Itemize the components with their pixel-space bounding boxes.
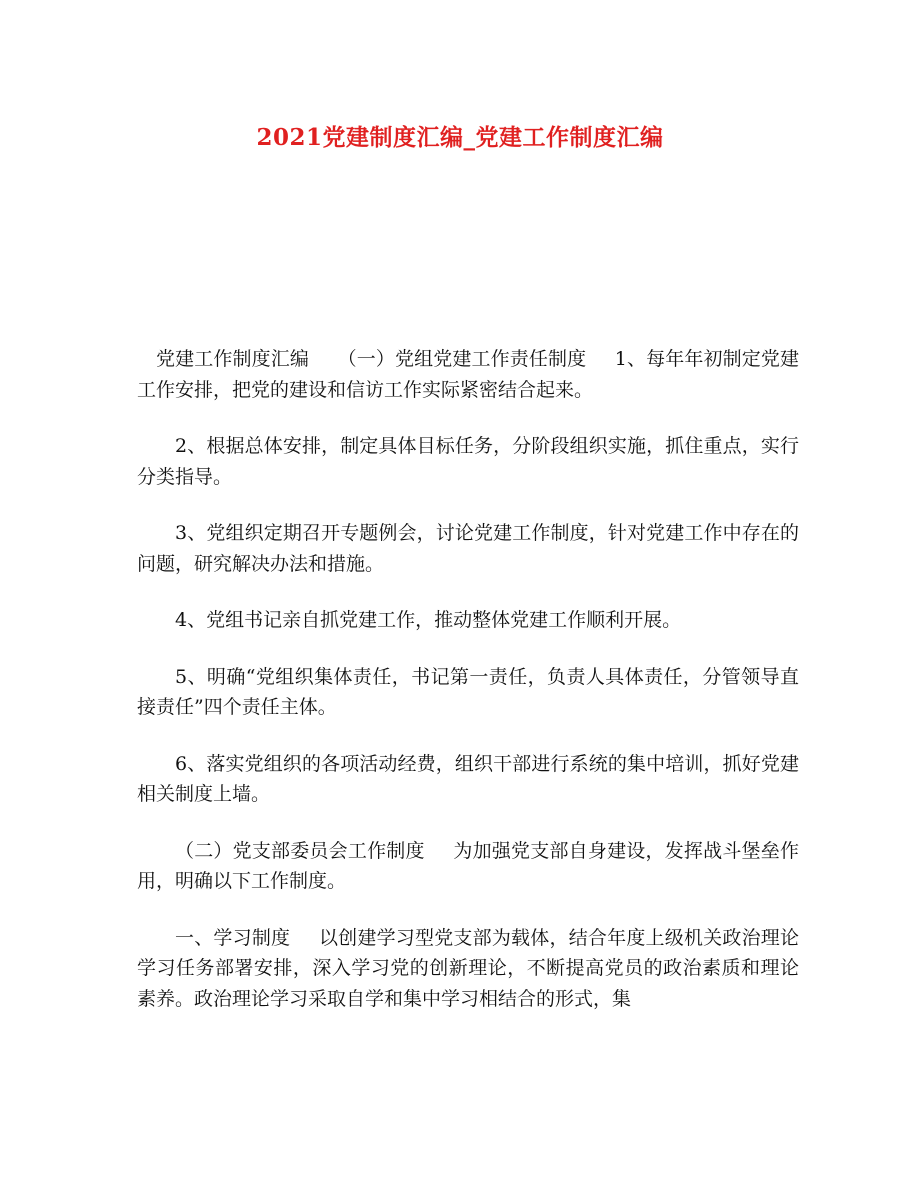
- paragraph-heading: 一、学习制度: [175, 926, 291, 949]
- paragraph-text: 4、党组书记亲自抓党建工作，推动整体党建工作顺利开展。: [175, 609, 682, 631]
- paragraph-text: 2、根据总体安排，制定具体目标任务，分阶段组织实施，抓住重点，实行分类指导。: [137, 435, 799, 488]
- paragraph-text: 6、落实党组织的各项活动经费，组织干部进行系统的集中培训，抓好党建相关制度上墙。: [137, 752, 799, 805]
- paragraph-6: [137, 749, 799, 810]
- paragraph-text: 为加强党支部自身建设，发挥战斗堡垒作用，明确以下工作制度。: [137, 839, 799, 892]
- document-body: [137, 344, 799, 1014]
- paragraph-heading: （二）党支部委员会工作制度: [175, 839, 425, 862]
- paragraph-2: [137, 431, 799, 492]
- paragraph-subheading: （一）党组党建工作责任制度: [337, 348, 587, 370]
- paragraph-text: 5、明确“党组织集体责任，书记第一责任，负责人具体责任，分管领导直接责任”四个责任主体。: [137, 665, 799, 718]
- paragraph-heading: 党建工作制度汇编: [156, 348, 310, 370]
- paragraph-7: [137, 836, 799, 897]
- paragraph-1: [137, 344, 799, 405]
- paragraph-8: [137, 923, 799, 1015]
- paragraph-text: 以创建学习型党支部为载体，结合年度上级机关政治理论学习任务部署安排，深入学习党的创新理论，不断提高党员的政治素质和理论素养。政治理论学习采取自学和集中学习相结合的形式，集: [137, 926, 799, 1010]
- paragraph-text: 1、每年年初制定党建工作安排，把党的建设和信访工作实际紧密结合起来。: [137, 348, 799, 401]
- paragraph-text: 3、党组织定期召开专题例会，讨论党建工作制度，针对党建工作中存在的问题，研究解决办法和措施。: [137, 522, 799, 575]
- paragraph-4: [137, 605, 799, 636]
- document-title: 2021党建制度汇编_党建工作制度汇编: [256, 124, 664, 151]
- paragraph-5: [137, 662, 799, 723]
- paragraph-3: [137, 518, 799, 579]
